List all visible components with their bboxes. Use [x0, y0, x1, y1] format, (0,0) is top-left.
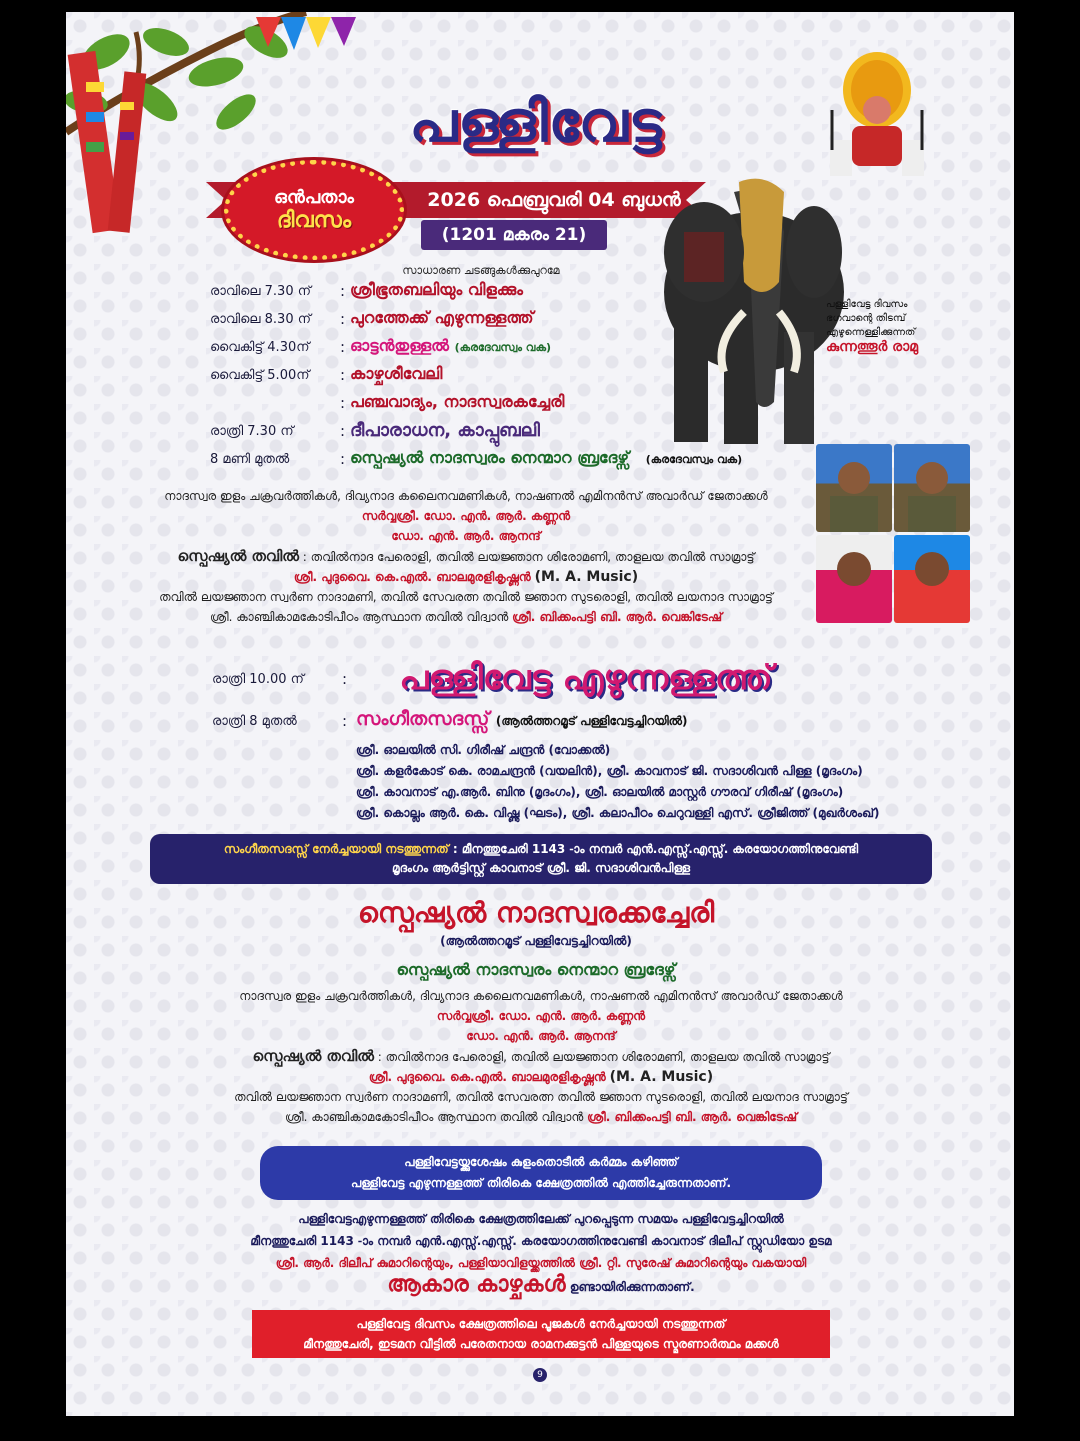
concert-artists: [356, 740, 976, 824]
schedule-event: ദീപാരാധന, കാപ്പുബലി: [350, 420, 540, 441]
closing-line: പള്ളിവേട്ടഎഴുന്നള്ളത്ത് തിരികെ ക്ഷേത്രത്തിലേക്ക് പുറപ്പെടുന്ന സമയം പള്ളിവേട്ടച്ചിറയിൽ: [298, 1212, 784, 1226]
poster-page: [66, 12, 1014, 1416]
thavil-artist: ശ്രീ. പുദുവൈ. കെ.എൽ. ബാലമുരളികൃഷ്ണൻ (M. A. Music): [293, 569, 639, 585]
colon: :: [342, 712, 348, 730]
closing-line: ആകാര കാഴ്ചകൾ ഉണ്ടായിരിക്കുന്നതാണ്.: [387, 1272, 695, 1297]
concert-artist: ശ്രീ. കാവനാട് എ.ആർ. ബിനു (മൃദംഗം), ശ്രീ. ഓലയിൽ മാസ്റ്റർ ഗൗരവ് ഗിരീഷ് (മൃദംഗം): [356, 785, 844, 799]
notice-line: പള്ളിവേട്ടയ്ക്കുശേഷം കുളംതൊടീൽ കർമ്മം കഴിഞ്ഞ്: [404, 1155, 678, 1169]
notice-box: [260, 1146, 822, 1200]
section2-title: സ്പെഷ്യൽ നാദസ്വരക്കച്ചേരി: [357, 896, 715, 929]
schedule-event: ഓട്ടൻതുള്ളൽ (കരദേവസ്വം വക): [350, 336, 551, 355]
malayalam-date: (1201 മകരം 21): [421, 220, 607, 250]
section2-artists: സ്പെഷ്യൽ നാദസ്വരം നെന്മാറ ബ്രദേഴ്സ്: [396, 960, 676, 979]
closing-line: മീനത്തുചേരി 1143 -ാം നമ്പർ എൻ.എസ്സ്.എസ്സ്. കരയോഗത്തിനുവേണ്ടി കാവനാട് ദിലീപ് സ്റ്റുഡിയോ ഉടമ: [250, 1234, 832, 1248]
schedule-event: പുറത്തേക്ക് എഴുന്നള്ളത്ത്: [350, 308, 534, 327]
poster-title: പള്ളിവേട്ട: [409, 89, 663, 155]
elephant-caption-line: പള്ളിവേട്ട ദിവസം: [826, 299, 908, 310]
notice-line: പള്ളിവേട്ട എഴുന്നള്ളത്ത് തിരികെ ക്ഷേത്രത്തിൽ എത്തിച്ചേരുന്നതാണ്.: [350, 1176, 732, 1190]
concert-artist: ശ്രീ. ഓലയിൽ സി. ഗിരീഷ് ചന്ദ്രൻ (വോക്കൽ): [356, 743, 611, 757]
day-badge-line2: ദിവസം: [276, 208, 352, 233]
schedule-time: രാവിലെ 8.30 ന്: [210, 312, 311, 327]
intro-text: സാധാരണ ചടങ്ങുകൾക്കുപുറമേ: [402, 264, 560, 277]
concert-artist: ശ്രീ. കൊല്ലം ആർ. കെ. വിഷ്ണു (ഘടം), ശ്രീ. കലാപീഠം ചെറുവള്ളി എസ്. ശ്രീജിത്ത് (മുഖർശംഖ്): [356, 806, 880, 820]
colon: :: [340, 450, 346, 468]
deity-image: [822, 50, 932, 180]
page-number: 9: [533, 1368, 547, 1382]
sponsor-line: മൃദംഗം ആർട്ടിസ്റ്റ് കാവനാട് ശ്രീ. ജി. സദാശിവൻപിള്ള: [391, 861, 691, 875]
day-badge-line1: ഒൻപതാം: [274, 187, 354, 208]
artist-name: സർവ്വശ്രീ. ഡോ. എൻ. ആർ. കണ്ണൻ: [361, 509, 571, 523]
elephant-image: [644, 172, 844, 452]
sponsor-box: [150, 834, 932, 884]
elephant-name: കുന്നത്തൂർ രാമു: [826, 339, 919, 355]
thavil-artist-2: ശ്രീ. കാഞ്ചികാമകോടിപീഠം ആസ്ഥാന തവിൽ വിദ്വാൻ ശ്രീ. ബിക്കംപട്ടി ബി. ആർ. വെങ്കിടേഷ്: [284, 1110, 798, 1124]
red-notice-line: പള്ളിവേട്ട ദിവസം ക്ഷേത്രത്തിലെ പൂജകൾ നേർച്ചയായി നടത്തുന്നത്: [356, 1317, 726, 1331]
artist-photo: [816, 444, 892, 532]
schedule-event: കാഴ്ചശീവേലി: [350, 364, 443, 383]
schedule-event: സ്പെഷ്യൽ നാദസ്വരം നെന്മാറ ബ്രദേഴ്സ് (കരദേവസ്വം വക): [350, 448, 743, 467]
artist-name: ഡോ. എൻ. ആർ. ആനന്ദ്: [391, 529, 541, 543]
elephant-caption-line: ഭഗവാന്റെ തിടമ്പ്: [826, 313, 906, 324]
closing-line: ശ്രീ. ആർ. ദിലീപ് കുമാറിന്റെയും, പള്ളിയാവിളയ്ക്കത്തിൽ ശ്രീ. റ്റി. സുരേഷ് കുമാറിന്റെയും വകയായി: [275, 1256, 807, 1270]
thavil-artist: ശ്രീ. പുദുവൈ. കെ.എൽ. ബാലമുരളികൃഷ്ണൻ (M. A. Music): [368, 1069, 714, 1085]
closing-text: [146, 1208, 936, 1298]
colon: :: [340, 282, 346, 300]
schedule-time: രാവിലെ 7.30 ന്: [210, 284, 311, 299]
thavil-titles: തവിൽ ലയജ്ഞാന സ്വർണ നാദാമണി, തവിൽ സേവരത്ന തവിൽ ജ്ഞാന സുടരൊളി, തവിൽ ലയനാദ സാമ്രാട്ട്: [234, 1090, 848, 1104]
procession-banner: പള്ളിവേട്ട എഴുന്നള്ളത്ത്: [399, 658, 773, 698]
schedule-event: പഞ്ചവാദ്യം, നാദസ്വരകച്ചേരി: [350, 392, 565, 411]
schedule-time: വൈകിട്ട് 4.30ന്: [210, 340, 310, 355]
artist-photo: [894, 535, 970, 623]
red-notice-line: മീനത്തുചേരി, ഇടമന വീട്ടിൽ പരേതനായ രാമനക്കുട്ടൻ പിള്ളയുടെ സ്മരണാർത്ഥം മക്കൾ: [303, 1337, 779, 1351]
colon: :: [340, 422, 346, 440]
artist-name: ഡോ. എൻ. ആർ. ആനന്ദ്: [466, 1029, 616, 1043]
elephant-caption: [826, 298, 976, 354]
artist-details-2: [166, 986, 916, 1127]
sponsor-line: സംഗീതസദസ്സ് നേർച്ചയായി നടത്തുന്നത് : മീനത്തുചേരി 1143 -ാം നമ്പർ എൻ.എസ്സ്.എസ്സ്. കരയോഗത്തിനുവേണ്ടി: [223, 842, 859, 856]
elephant-caption-line: എഴുന്നെള്ളിക്കുന്നത്: [826, 327, 916, 338]
colon: :: [342, 670, 348, 688]
schedule-time: രാത്രി 7.30 ന്: [210, 424, 294, 439]
concert-artist: ശ്രീ. കളർകോട് കെ. രാമചന്ദ്രൻ (വയലിൻ), ശ്രീ. കാവനാട് ജി. സദാശിവൻ പിള്ള (മൃദംഗം): [356, 764, 863, 778]
night-time: രാത്രി 10.00 ന്: [212, 672, 304, 687]
section2-subtitle: (ആൽത്തറമൂട് പള്ളിവേട്ടച്ചിറയിൽ): [440, 934, 632, 948]
artist-photo: [816, 535, 892, 623]
artist-name: സർവ്വശ്രീ. ഡോ. എൻ. ആർ. കണ്ണൻ: [436, 1009, 646, 1023]
colon: :: [340, 338, 346, 356]
concert-title: സംഗീതസദസ്സ് (ആൽത്തറമൂട് പള്ളിവേട്ടച്ചിറയിൽ): [356, 708, 688, 730]
artist-titles: നാദസ്വര ഇളം ചക്രവർത്തികൾ, ദിവ്യനാദ കലൈനവമണികൾ, നാഷണൽ എമിനൻസ് അവാർഡ് ജേതാക്കൾ: [164, 489, 768, 503]
colon: :: [340, 366, 346, 384]
day-badge: [224, 160, 404, 260]
colon: :: [340, 394, 346, 412]
artist-photo: [894, 444, 970, 532]
thavil-artist-2: ശ്രീ. കാഞ്ചികാമകോടിപീഠം ആസ്ഥാന തവിൽ വിദ്വാൻ ശ്രീ. ബിക്കംപട്ടി ബി. ആർ. വെങ്കിടേഷ്: [209, 610, 723, 624]
thavil-titles: തവിൽ ലയജ്ഞാന സ്വർണ നാദാമണി, തവിൽ സേവരത്ന തവിൽ ജ്ഞാന സുടരൊളി, തവിൽ ലയനാദ സാമ്രാട്ട്: [159, 590, 773, 604]
schedule-time: വൈകിട്ട് 5.00ന്: [210, 368, 310, 383]
date-text: 2026 ഫെബ്രുവരി 04 ബുധൻ: [427, 189, 681, 211]
night-time: രാത്രി 8 മുതൽ: [212, 714, 297, 729]
thavil-line: സ്പെഷ്യൽ തവിൽ : തവിൽനാദ പേരൊളി, തവിൽ ലയജ്ഞാന ശിരോമണി, താളലയ തവിൽ സാമ്രാട്ട്: [252, 1047, 830, 1065]
colon: :: [340, 310, 346, 328]
red-notice-box: [252, 1310, 830, 1358]
artist-details-1: [106, 486, 826, 627]
thavil-line: സ്പെഷ്യൽ തവിൽ : തവിൽനാദ പേരൊളി, തവിൽ ലയജ്ഞാന ശിരോമണി, താളലയ തവിൽ സാമ്രാട്ട്: [177, 547, 755, 565]
schedule-time: 8 മണി മുതൽ: [210, 452, 290, 467]
schedule-event: ശ്രീഭൂതബലിയും വിളക്കും: [350, 280, 523, 299]
artist-titles: നാദസ്വര ഇളം ചക്രവർത്തികൾ, ദിവ്യനാദ കലൈനവമണികൾ, നാഷണൽ എമിനൻസ് അവാർഡ് ജേതാക്കൾ: [239, 989, 843, 1003]
